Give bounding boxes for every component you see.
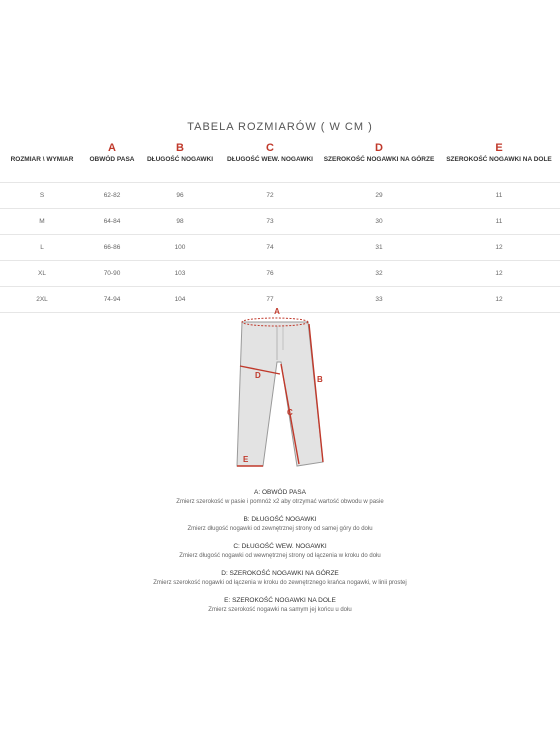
table-row <box>0 261 560 287</box>
table-cell: XL <box>0 261 84 287</box>
column-header: DŁUGOŚĆ WEW. NOGAWKI <box>220 155 320 183</box>
letter-cell: C <box>266 142 274 154</box>
table-cell: 12 <box>438 235 560 261</box>
label-e: E <box>243 455 249 464</box>
legend-description: Zmierz długość nogawki od zewnętrznej strony od samej góry do dołu <box>187 526 373 532</box>
table-cell: 76 <box>220 261 320 287</box>
table-cell: 98 <box>140 209 220 235</box>
size-table-title: TABELA ROZMIARÓW ( W CM ) <box>187 121 373 133</box>
legend-heading: A: OBWÓD PASA <box>254 489 306 496</box>
legend-heading: B: DŁUGOŚĆ NOGAWKI <box>243 516 317 523</box>
legend-heading: C: DŁUGOŚĆ WEW. NOGAWKI <box>233 543 327 550</box>
table-cell: 77 <box>220 287 320 313</box>
legend-item <box>0 488 560 507</box>
table-header-row <box>0 155 560 183</box>
size-table <box>0 141 560 313</box>
legend-item <box>0 515 560 534</box>
table-cell: 103 <box>140 261 220 287</box>
letter-cell: E <box>495 142 503 154</box>
legend-item <box>0 542 560 561</box>
label-d: D <box>255 371 261 380</box>
table-cell: L <box>0 235 84 261</box>
table-cell: 30 <box>320 209 438 235</box>
legend-item <box>0 569 560 588</box>
table-cell: 72 <box>220 183 320 209</box>
table-cell: 29 <box>320 183 438 209</box>
table-cell: 104 <box>140 287 220 313</box>
table-cell: 12 <box>438 261 560 287</box>
table-cell: 96 <box>140 183 220 209</box>
table-cell: 32 <box>320 261 438 287</box>
table-cell: 12 <box>438 287 560 313</box>
column-header: DŁUGOŚĆ NOGAWKI <box>140 155 220 183</box>
table-row <box>0 183 560 209</box>
pants-diagram <box>225 302 335 482</box>
letter-cell: A <box>108 142 116 154</box>
table-cell: 31 <box>320 235 438 261</box>
measurement-legend <box>0 488 560 623</box>
letter-cell: B <box>176 142 184 154</box>
legend-description: Zmierz szerokość nogawki od łączenia w kroku do zewnętrznego krańca nogawki, w linii prostej <box>153 580 407 586</box>
column-header: SZEROKOŚĆ NOGAWKI NA GÓRZE <box>320 155 438 183</box>
label-c: C <box>287 408 293 417</box>
column-header: ROZMIAR \ WYMIAR <box>0 155 84 183</box>
table-cell: 64-84 <box>84 209 140 235</box>
legend-item <box>0 596 560 615</box>
legend-description: Zmierz szerokość nogawki na samym jej końcu u dołu <box>208 607 352 613</box>
table-cell: 74-94 <box>84 287 140 313</box>
legend-description: Zmierz szerokość w pasie i pomnóż x2 aby otrzymać wartość obwodu w pasie <box>176 499 384 505</box>
table-row <box>0 235 560 261</box>
legend-description: Zmierz długość nogawki od wewnętrznej strony od łączenia w kroku do dołu <box>179 553 381 559</box>
table-row <box>0 209 560 235</box>
table-cell: 100 <box>140 235 220 261</box>
pants-shape <box>237 322 323 466</box>
table-cell: 11 <box>438 183 560 209</box>
table-letter-row <box>0 141 560 155</box>
column-header: OBWÓD PASA <box>84 155 140 183</box>
table-cell: 11 <box>438 209 560 235</box>
table-cell: M <box>0 209 84 235</box>
table-cell: 62-82 <box>84 183 140 209</box>
table-cell: 70-90 <box>84 261 140 287</box>
label-a: A <box>274 307 280 316</box>
letter-cell: D <box>375 142 383 154</box>
letter-cell <box>0 141 84 155</box>
legend-heading: D: SZEROKOŚĆ NOGAWKI NA GÓRZE <box>221 570 339 577</box>
table-cell: 66-86 <box>84 235 140 261</box>
table-cell: 73 <box>220 209 320 235</box>
table-cell: S <box>0 183 84 209</box>
table-cell: 33 <box>320 287 438 313</box>
column-header: SZEROKOŚĆ NOGAWKI NA DOLE <box>438 155 560 183</box>
table-cell: 2XL <box>0 287 84 313</box>
legend-heading: E: SZEROKOŚĆ NOGAWKI NA DOLE <box>224 597 336 604</box>
table-cell: 74 <box>220 235 320 261</box>
label-b: B <box>317 375 323 384</box>
